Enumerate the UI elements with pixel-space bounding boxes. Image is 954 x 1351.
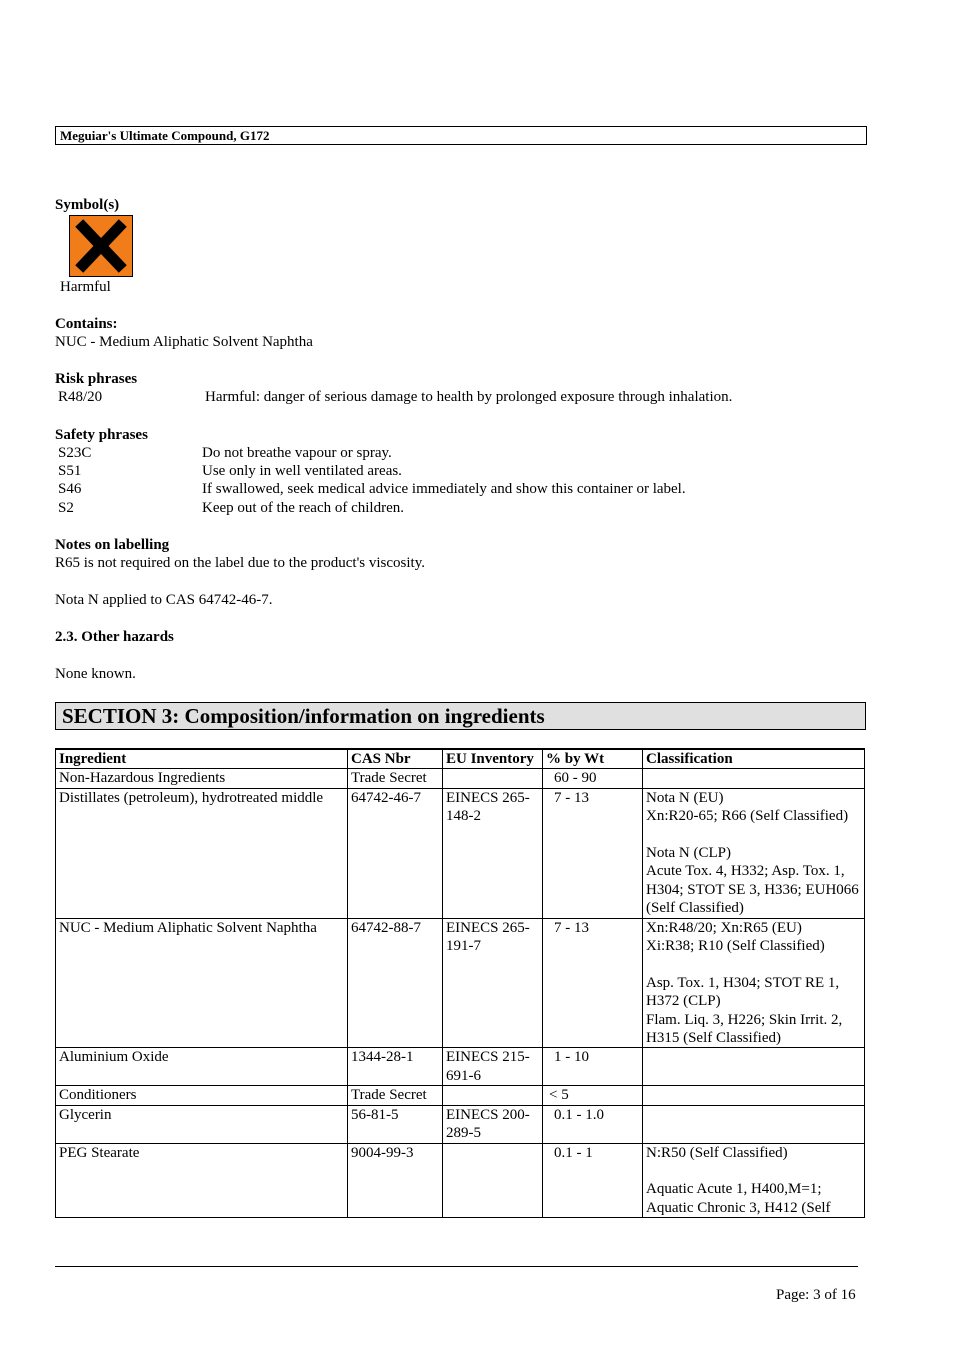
percent-cell: < 5: [543, 1086, 643, 1105]
eu-inventory-cell: [443, 1086, 543, 1105]
cas-cell: 1344-28-1: [348, 1048, 443, 1086]
classification-cell: [643, 769, 865, 788]
classification-cell: [643, 1143, 865, 1218]
classification-line: Xn:R48/20; Xn:R65 (EU): [646, 919, 802, 936]
ingredient-cell: PEG Stearate: [56, 1143, 348, 1218]
symbol-caption: Harmful: [60, 279, 111, 295]
classification-cell: [643, 1105, 865, 1143]
percent-cell: 60 - 90: [543, 769, 643, 788]
column-header: CAS Nbr: [348, 749, 443, 769]
ingredient-cell: Aluminium Oxide: [56, 1048, 348, 1086]
footer-divider: [55, 1266, 858, 1267]
classification-line: [646, 1162, 861, 1180]
column-header: EU Inventory: [443, 749, 543, 769]
safety-phrase-text: Use only in well ventilated areas.: [202, 463, 402, 479]
classification-line: Flam. Liq. 3, H226; Skin Irrit. 2, H315 (Self Classified): [646, 1011, 843, 1047]
ingredient-cell: Non-Hazardous Ingredients: [56, 769, 348, 788]
classification-cell: [643, 1086, 865, 1105]
classification-line: Acute Tox. 4, H332; Asp. Tox. 1, H304; STOT SE 3, H336; EUH066 (Self Classified): [646, 863, 859, 917]
safety-phrase-text: Do not breathe vapour or spray.: [202, 445, 392, 461]
eu-inventory-cell: EINECS 265-148-2: [443, 788, 543, 918]
ingredient-cell: Conditioners: [56, 1086, 348, 1105]
safety-phrase-code: S46: [58, 481, 82, 497]
cas-cell: 9004-99-3: [348, 1143, 443, 1218]
table-row: [56, 788, 865, 918]
classification-line: Nota N (EU): [646, 789, 724, 806]
contains-value: NUC - Medium Aliphatic Solvent Naphtha: [55, 334, 313, 350]
risk-phrase-code: R48/20: [58, 389, 103, 405]
table-row: [56, 918, 865, 1048]
risk-phrases-label: Risk phrases: [55, 371, 138, 387]
classification-cell: [643, 788, 865, 918]
ingredient-cell: NUC - Medium Aliphatic Solvent Naphtha: [56, 918, 348, 1048]
classification-cell: [643, 918, 865, 1048]
classification-line: Aquatic Acute 1, H400,M=1; Aquatic Chronic 3, H412 (Self: [646, 1181, 831, 1216]
percent-cell: 0.1 - 1.0: [543, 1105, 643, 1143]
column-header: Classification: [643, 749, 865, 769]
column-header: Ingredient: [56, 749, 348, 769]
safety-phrase-code: S51: [58, 463, 82, 479]
safety-phrases-label: Safety phrases: [55, 427, 148, 443]
page-number: Page: 3 of 16: [776, 1287, 856, 1303]
safety-phrase-text: Keep out of the reach of children.: [202, 500, 404, 516]
table-row: [56, 1105, 865, 1143]
contains-label: Contains:: [55, 316, 118, 332]
table-row: [56, 1143, 865, 1218]
eu-inventory-cell: EINECS 200-289-5: [443, 1105, 543, 1143]
safety-phrase-code: S23C: [58, 445, 92, 461]
classification-cell: [643, 1048, 865, 1086]
cas-cell: Trade Secret: [348, 1086, 443, 1105]
eu-inventory-cell: EINECS 215-691-6: [443, 1048, 543, 1086]
eu-inventory-cell: EINECS 265-191-7: [443, 918, 543, 1048]
percent-cell: 0.1 - 1: [543, 1143, 643, 1218]
table-row: [56, 769, 865, 788]
notes-line-2: Nota N applied to CAS 64742-46-7.: [55, 592, 273, 608]
symbols-label: Symbol(s): [55, 197, 120, 213]
other-hazards-value: None known.: [55, 666, 136, 682]
ingredient-cell: Glycerin: [56, 1105, 348, 1143]
percent-cell: 1 - 10: [543, 1048, 643, 1086]
classification-line: N:R50 (Self Classified): [646, 1144, 788, 1161]
table-header-row: [56, 749, 865, 769]
harmful-x-icon: [69, 215, 133, 277]
cas-cell: 64742-88-7: [348, 918, 443, 1048]
eu-inventory-cell: [443, 769, 543, 788]
cas-cell: 56-81-5: [348, 1105, 443, 1143]
table-row: [56, 1086, 865, 1105]
safety-phrase-text: If swallowed, seek medical advice immediately and show this container or label.: [202, 481, 686, 497]
cas-cell: Trade Secret: [348, 769, 443, 788]
risk-phrase-text: Harmful: danger of serious damage to health by prolonged exposure through inhalation.: [205, 389, 733, 405]
notes-label: Notes on labelling: [55, 537, 170, 553]
product-header: Meguiar's Ultimate Compound, G172: [55, 126, 867, 145]
percent-cell: 7 - 13: [543, 788, 643, 918]
classification-line: Nota N (CLP): [646, 845, 731, 862]
eu-inventory-cell: [443, 1143, 543, 1218]
classification-line: Xn:R20-65; R66 (Self Classified): [646, 808, 849, 825]
classification-line: Xi:R38; R10 (Self Classified): [646, 938, 825, 955]
other-hazards-heading: 2.3. Other hazards: [55, 629, 174, 645]
ingredient-cell: Distillates (petroleum), hydrotreated middle: [56, 788, 348, 918]
notes-line-1: R65 is not required on the label due to the product's viscosity.: [55, 555, 425, 571]
percent-cell: 7 - 13: [543, 918, 643, 1048]
table-row: [56, 1048, 865, 1086]
column-header: % by Wt: [543, 749, 643, 769]
cas-cell: 64742-46-7: [348, 788, 443, 918]
section-3-heading: SECTION 3: Composition/information on ingredients: [55, 702, 866, 730]
ingredients-table: [55, 748, 865, 1218]
classification-line: Asp. Tox. 1, H304; STOT RE 1, H372 (CLP): [646, 974, 840, 1010]
safety-phrase-code: S2: [58, 500, 74, 516]
classification-line: [646, 826, 861, 844]
classification-line: [646, 955, 861, 973]
